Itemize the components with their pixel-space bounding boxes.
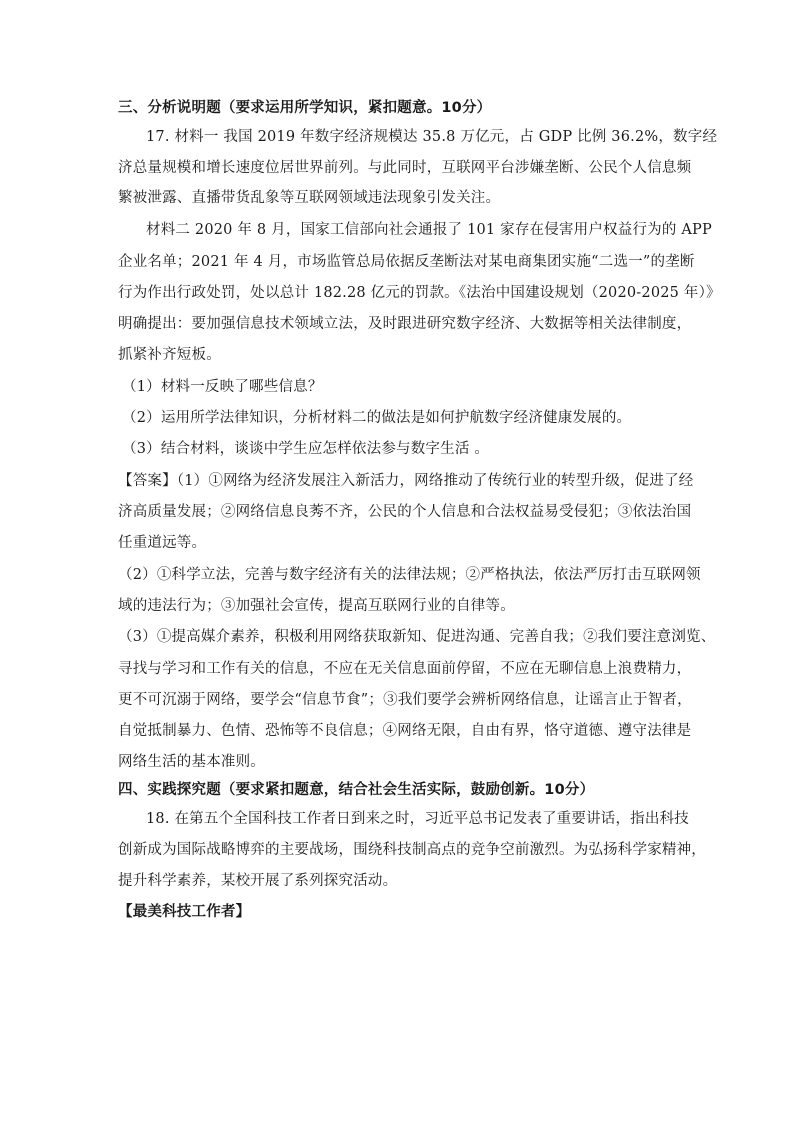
- answer-line: 【答案】（1）①网络为经济发展注入新活力，网络推动了传统行业的转型升级，促进了经: [118, 473, 694, 489]
- answer-line: （3）①提高媒介素养，积极利用网络获取新知、促进沟通、完善自我；②我们要注意浏览、: [118, 629, 716, 645]
- answer-line: 任重道远等。: [118, 535, 207, 551]
- question-3: （3）结合材料，谈谈中学生应怎样依法参与数字生活 。: [122, 441, 490, 457]
- q17-line: 明确提出：要加强信息技术领域立法，及时跟进研究数字经济、大数据等相关法律制度，: [118, 316, 692, 332]
- q17-line: 材料二 2020 年 8 月，国家工信部向社会通报了 101 家存在侵害用户权益行为的 APP: [146, 222, 712, 238]
- q18-line: 提升科学素养，某校开展了系列探究活动。: [118, 873, 398, 889]
- question-2: （2）运用所学法律知识，分析材料二的做法是如何护航数字经济健康发展的。: [122, 410, 632, 426]
- answer-line: 济高质量发展；②网络信息良莠不齐，公民的个人信息和合法权益易受侵犯；③依法治国: [118, 504, 692, 520]
- q17-line: 济总量规模和增长速度位居世界前列。与此同时，互联网平台涉嫌垄断、公民个人信息频: [118, 160, 692, 176]
- section4-heading: 四、实践探究题（要求紧扣题意，结合社会生活实际，鼓励创新。10分）: [118, 782, 595, 798]
- answer-line: 寻找与学习和工作有关的信息，不应在无关信息面前停留，不应在无聊信息上浪费精力，: [118, 661, 692, 677]
- subheading-best-tech-worker: 【最美科技工作者】: [118, 904, 251, 920]
- answer-line: 更不可沉溺于网络，要学会“信息节食”；③我们要学会辨析网络信息，让谣言止于智者，: [118, 692, 692, 708]
- q18-line: 18. 在第五个全国科技工作者日到来之时，习近平总书记发表了重要讲话，指出科技: [146, 811, 689, 827]
- answer-line: （2）①科学立法，完善与数字经济有关的法律法规；②严格执法，依法严厉打击互联网领: [118, 567, 701, 583]
- q17-line: 企业名单；2021 年 4 月，市场监管总局依据反垄断法对某电商集团实施“二选一”的垄断: [118, 254, 695, 270]
- question-1: （1）材料一反映了哪些信息？: [122, 379, 323, 395]
- section3-heading: 三、分析说明题（要求运用所学知识，紧扣题意。10分）: [118, 100, 492, 116]
- q18-line: 创新成为国际战略博弈的主要战场，围绕科技制高点的竞争空前激烈。为弘扬科学家精神，: [118, 842, 706, 858]
- answer-line: 域的违法行为；③加强社会宣传，提高互联网行业的自律等。: [118, 598, 515, 614]
- answer-line: 自觉抵制暴力、色情、恐怖等不良信息；④网络无限，自由有界，恪守道德、遵守法律是: [118, 723, 692, 739]
- q17-line: 行为作出行政处罚，处以总计 182.28 亿元的罚款。《法治中国建设规划（2020-2025 年）》: [118, 285, 721, 301]
- answer-line: 网络生活的基本准则。: [118, 754, 265, 770]
- q17-line: 17. 材料一 我国 2019 年数字经济规模达 35.8 万亿元，占 GDP 比例 36.2%，数字经: [146, 129, 718, 145]
- q17-line: 抓紧补齐短板。: [118, 347, 221, 363]
- q17-line: 繁被泄露、直播带货乱象等互联网领域违法现象引发关注。: [118, 190, 501, 206]
